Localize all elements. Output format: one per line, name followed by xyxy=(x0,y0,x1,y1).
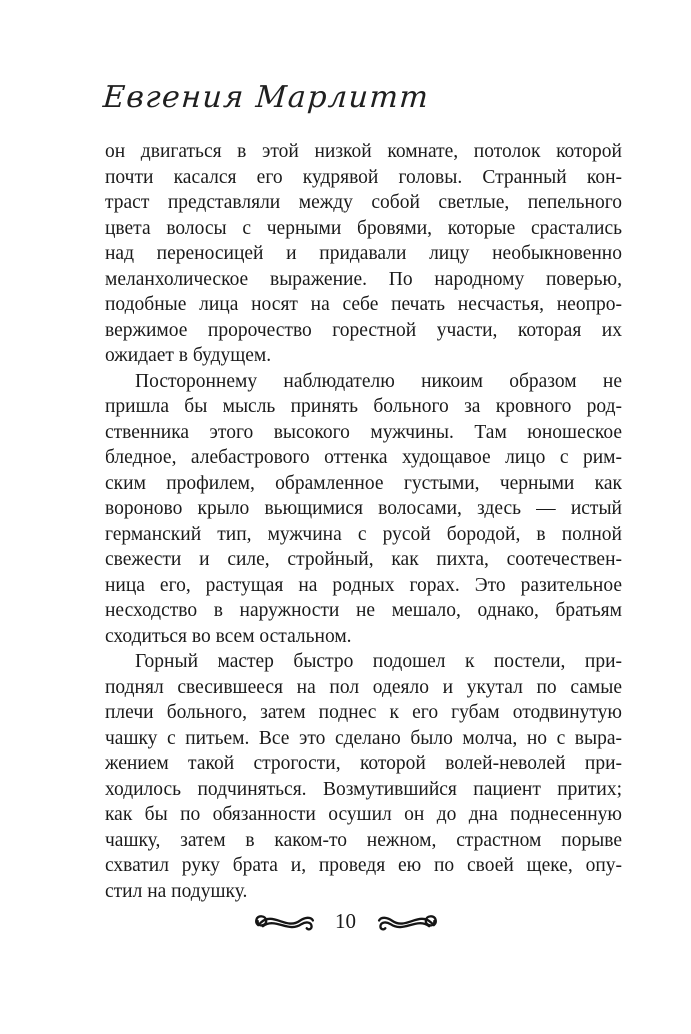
text-line: жением такой строгости, которой волей-неволей при- xyxy=(105,753,622,774)
text-line: германский тип, мужчина с русой бородой, в полной xyxy=(105,523,622,545)
paragraph xyxy=(105,369,622,650)
page-number: 10 xyxy=(335,908,356,933)
text-line: меланхолическое выражение. По народному поверью, xyxy=(105,268,622,290)
text-line: ственника этого высокого мужчины. Там юношеское xyxy=(105,421,622,443)
text-line: бледное, алебастрового оттенка худощавое лицо с рим- xyxy=(105,447,622,468)
flourish-right-icon xyxy=(376,907,440,935)
text-line: несходство в наружности не мешало, однако, братьям xyxy=(105,600,622,621)
text-line: Горный мастер быстро подошел к постели, при- xyxy=(135,651,622,672)
paragraph xyxy=(105,139,622,369)
flourish-left-icon xyxy=(252,907,316,935)
text-line: свежести и силе, стройный, как пихта, соотечествен- xyxy=(105,549,622,570)
text-line: чашку, затем в каком-то нежном, страстном порыве xyxy=(105,829,622,851)
text-line: почти касался его кудрявой головы. Странный кон- xyxy=(105,166,622,188)
author-header: Евгения Марлитт xyxy=(101,80,431,115)
page-footer xyxy=(0,903,691,939)
text-line: цвета волосы с черными бровями, которые срастались xyxy=(105,217,622,239)
text-line: плечи больного, затем поднес к его губам отодвинутую xyxy=(105,702,622,723)
text-line: траст представляли между собой светлые, пепельного xyxy=(105,192,622,213)
paragraph xyxy=(105,649,622,904)
text-line: как бы по обязанности осушил он до дна поднесенную xyxy=(105,804,622,825)
text-line: чашку с питьем. Все это сделано было молча, но с выра- xyxy=(105,727,622,749)
text-line: пришла бы мысль принять больного за кровного род- xyxy=(105,396,622,417)
text-line: поднял свесившееся на пол одеяло и укутал по самые xyxy=(105,676,622,698)
text-line: схватил руку брата и, проведя ею по своей щеке, опу- xyxy=(105,855,622,876)
text-line: ожидает в будущем. xyxy=(105,345,272,366)
text-line: сходиться во всем остальном. xyxy=(105,625,352,647)
text-line: вержимое пророчество горестной участи, которая их xyxy=(105,319,622,341)
text-line: Постороннему наблюдателю никоим образом не xyxy=(135,370,622,392)
text-block xyxy=(105,139,622,904)
text-line: подобные лица носят на себе печать несчастья, неопро- xyxy=(105,294,622,315)
text-line: ходилось подчиняться. Возмутившийся пациент притих; xyxy=(105,778,622,800)
text-line: над переносицей и придавали лицу необыкновенно xyxy=(105,243,622,264)
text-line: он двигаться в этой низкой комнате, потолок которой xyxy=(105,141,622,162)
text-line: ским профилем, обрамленное густыми, черными как xyxy=(105,472,622,494)
text-line: вороново крыло вьющимися волосами, здесь — истый xyxy=(105,498,622,519)
text-line: ница его, растущая на родных горах. Это разительное xyxy=(105,574,622,596)
text-line: стил на подушку. xyxy=(105,880,248,902)
